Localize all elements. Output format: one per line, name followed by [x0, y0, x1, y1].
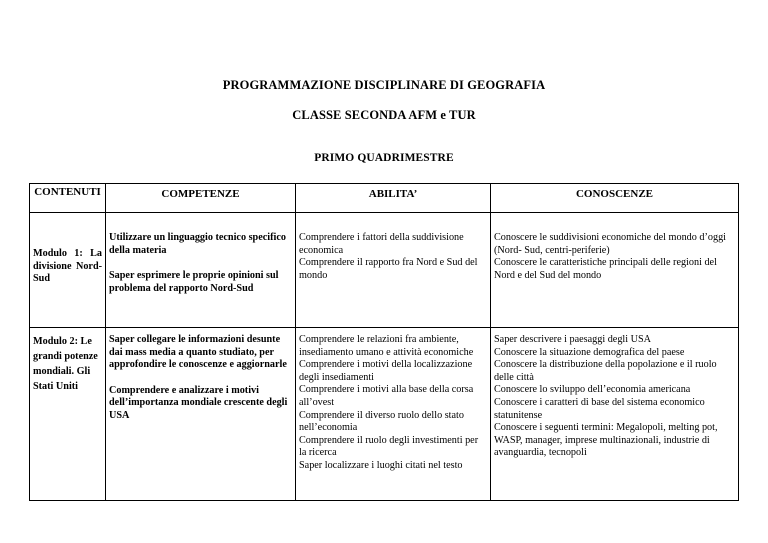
header-abilita: ABILITA’ [296, 184, 491, 213]
competenze-cell [106, 213, 296, 328]
abilita-cell [296, 213, 491, 328]
competenza-item: Saper collegare le informazioni desunte dai mass media a quanto studiato, per approfondire le conoscenze e aggiornarle [109, 334, 287, 371]
document-title: PROGRAMMAZIONE DISCIPLINARE DI GEOGRAFIA [222, 78, 546, 92]
conoscenza-item: Conoscere la distribuzione della popolazione e il ruolo delle città [494, 359, 717, 383]
abilita-cell [296, 328, 491, 501]
abilita-item: Comprendere i fattori della suddivisione economica [299, 232, 464, 256]
period-heading: PRIMO QUADRIMESTRE [314, 152, 454, 164]
conoscenze-cell [491, 213, 739, 328]
conoscenza-item: Conoscere le suddivisioni economiche del mondo d’oggi (Nord- Sud, centri-periferie) [494, 232, 727, 256]
abilita-item: Comprendere i motivi della localizzazione degli insediamenti [299, 359, 473, 383]
conoscenza-item: Conoscere la situazione demografica del paese [494, 346, 685, 358]
header-contenuti: CONTENUTI [30, 184, 106, 213]
abilita-item: Saper localizzare i luoghi citati nel testo [299, 459, 463, 471]
contenuti-cell: Modulo 1: La divisione Nord-Sud [30, 213, 106, 328]
abilita-item: Comprendere il ruolo degli investimenti per la ricerca [299, 434, 479, 459]
abilita-item: Comprendere le relazioni fra ambiente, insediamento umano e attività economiche [299, 334, 474, 358]
class-subtitle: CLASSE SECONDA AFM e TUR [292, 108, 476, 122]
abilita-item: Comprendere i motivi alla base della corsa all’ovest [299, 384, 474, 408]
program-table [29, 183, 739, 501]
conoscenza-item: Conoscere i seguenti termini: Megalopoli, melting pot, WASP, manager, imprese multinazionali, industrie di avanguardia, tecnopoli [494, 422, 718, 459]
abilita-item: Comprendere il diverso ruolo dello stato nell’economia [299, 409, 464, 434]
competenza-item: Utilizzare un linguaggio tecnico specifico della materia [109, 232, 286, 256]
conoscenza-item: Conoscere i caratteri di base del sistema economico statunitense [494, 396, 705, 421]
table-header-row [30, 184, 739, 213]
contenuti-cell: Modulo 2: Le grandi potenze mondiali. Gli Stati Uniti [30, 328, 106, 501]
conoscenza-item: Saper descrivere i paesaggi degli USA [494, 334, 652, 345]
header-competenze: COMPETENZE [106, 184, 296, 213]
header-conoscenze: CONOSCENZE [491, 184, 739, 213]
competenza-item: Comprendere e analizzare i motivi dell’importanza mondiale crescente degli USA [109, 384, 288, 421]
conoscenza-item: Conoscere lo sviluppo dell’economia americana [494, 384, 691, 396]
table-row [30, 213, 739, 328]
conoscenze-cell [491, 328, 739, 501]
competenza-item: Saper esprimere le proprie opinioni sul problema del rapporto Nord-Sud [109, 270, 279, 294]
conoscenza-item: Conoscere le caratteristiche principali delle regioni del Nord e del Sud del mondo [494, 257, 717, 281]
abilita-item: Comprendere il rapporto fra Nord e Sud del mondo [299, 257, 478, 281]
competenze-cell [106, 328, 296, 501]
table-row [30, 328, 739, 501]
